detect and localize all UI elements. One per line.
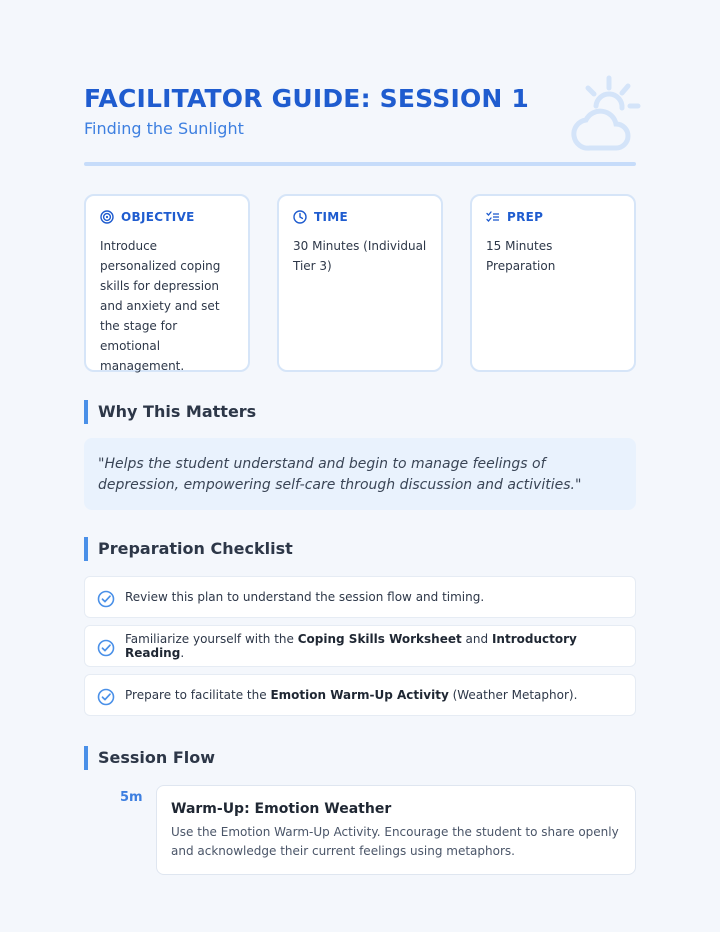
objective-text: Introduce personalized coping skills for depression and anxiety and set the stage for emotional management. [100,239,221,373]
prep-label: PREP [507,210,544,224]
prep-text: 15 Minutes Preparation [486,239,556,273]
objective-label: OBJECTIVE [121,210,195,224]
objective-card [84,194,250,372]
time-label: TIME [314,210,348,224]
flow-step-title: Warm-Up: Emotion Weather [171,801,392,817]
clock-icon [293,210,307,224]
check-circle-icon [97,590,115,608]
time-text: 30 Minutes (Individual Tier 3) [293,239,427,273]
checklist-item [84,625,636,667]
flow-step-description: Use the Emotion Warm-Up Activity. Encourage the student to share openly and acknowledge their current feelings using metaphors. [171,825,619,858]
check-circle-icon [97,688,115,706]
page-header [84,84,636,164]
sun-cloud-icon [566,72,648,154]
checklist-item [84,576,636,618]
target-icon [100,210,114,224]
summary-cards [84,194,636,372]
header-divider [84,162,636,166]
session-flow-heading: Session Flow [84,746,636,770]
time-card [277,194,443,372]
page-title: FACILITATOR GUIDE: SESSION 1 [84,84,530,113]
checklist-item-text: Review this plan to understand the session flow and timing. [125,590,485,604]
checklist-item-text: Prepare to facilitate the Emotion Warm-Up Activity (Weather Metaphor). [125,688,578,702]
why-quote: "Helps the student understand and begin to manage feelings of depression, empowering self-care through discussion and activities." [84,438,636,510]
checklist-icon [486,210,500,224]
flow-step-card [156,785,636,875]
prep-card [470,194,636,372]
prep-card-header [486,210,620,224]
check-circle-icon [97,639,115,657]
checklist-item [84,674,636,716]
why-heading: Why This Matters [84,400,636,424]
page-subtitle: Finding the Sunlight [84,119,244,138]
checklist-heading: Preparation Checklist [84,537,636,561]
checklist-item-text: Familiarize yourself with the Coping Skills Worksheet and Introductory Reading. [125,632,577,660]
objective-card-header [100,210,234,224]
flow-step-time: 5m [120,790,143,805]
time-card-header [293,210,427,224]
